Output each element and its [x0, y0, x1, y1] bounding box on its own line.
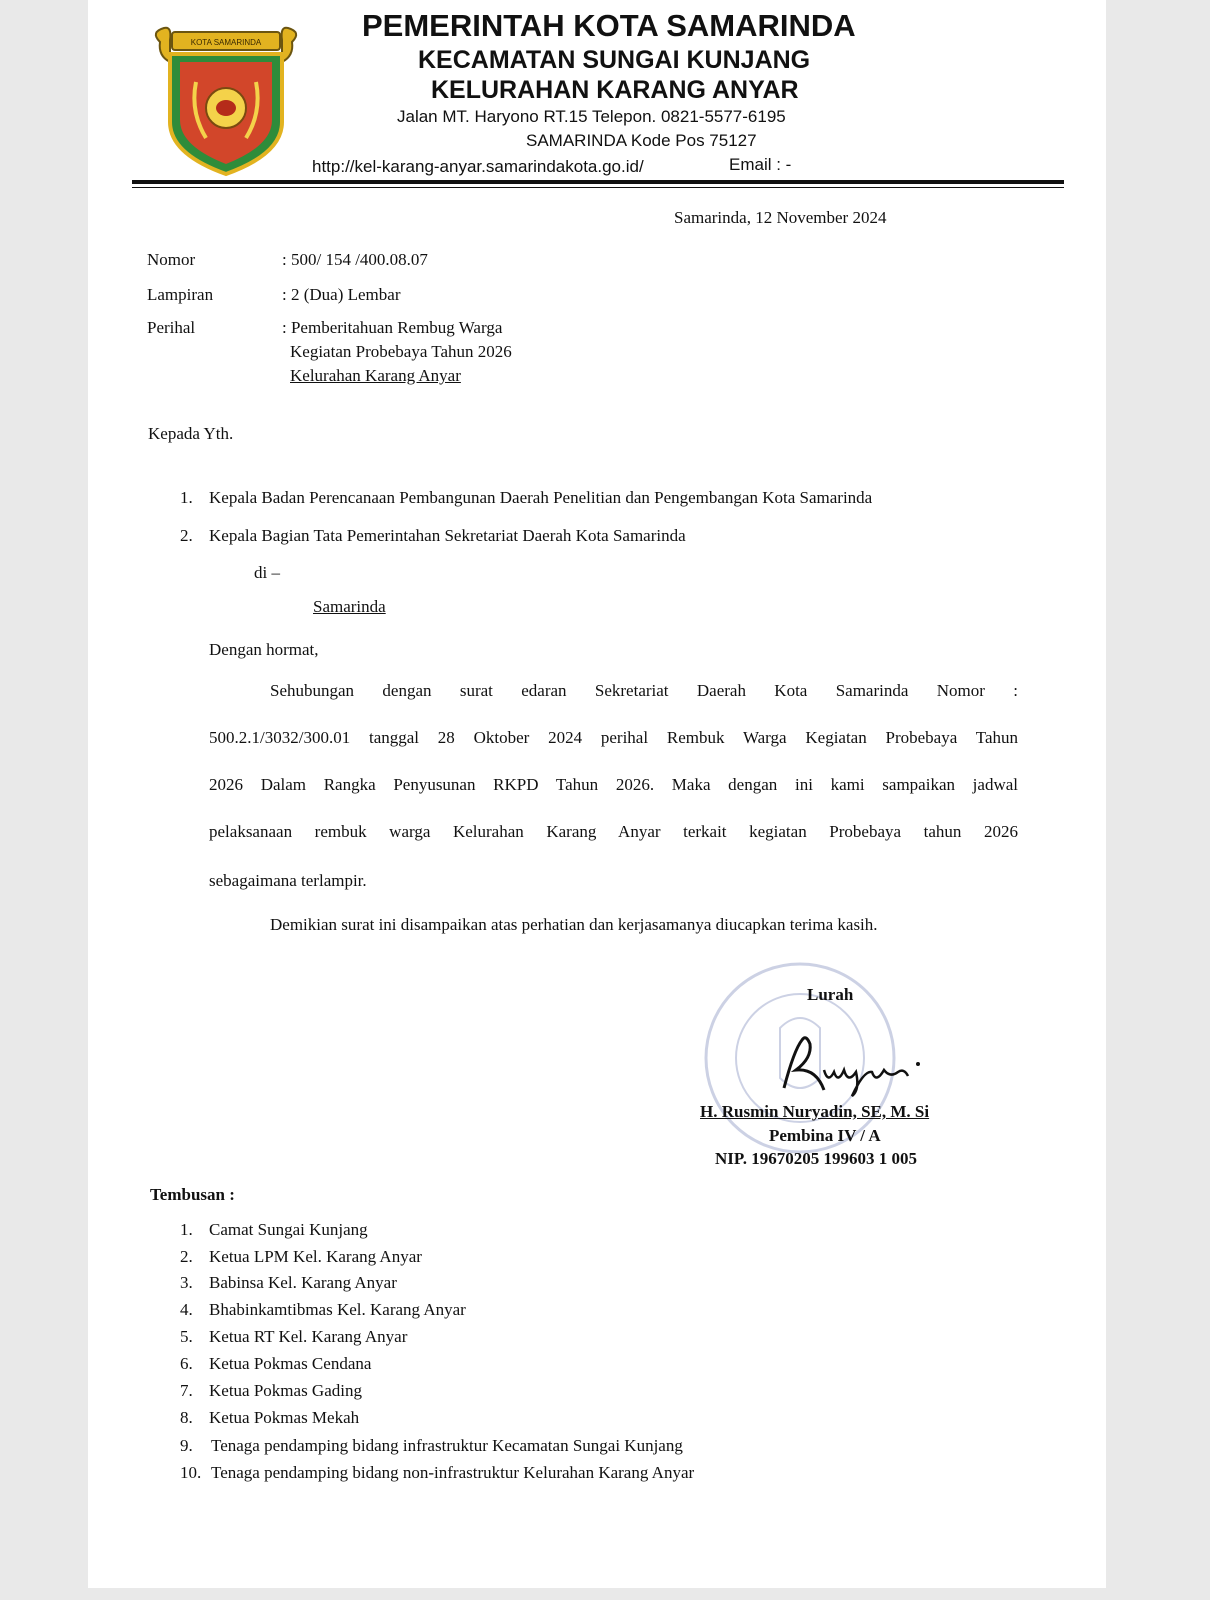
meta-label-lampiran: Lampiran [147, 285, 214, 304]
copy-recipient: Ketua LPM Kel. Karang Anyar [209, 1247, 422, 1266]
recipient-text: Kepala Bagian Tata Pemerintahan Sekretariat Daerah Kota Samarinda [209, 526, 686, 545]
svg-text:KOTA SAMARINDA: KOTA SAMARINDA [190, 38, 262, 47]
letterhead-email: Email : - [729, 155, 792, 174]
copy-number: 8. [180, 1408, 193, 1427]
recipient-number: 1. [180, 488, 193, 507]
meta-label-perihal: Perihal [147, 318, 196, 337]
signatory-name: H. Rusmin Nuryadin, SE, M. Si [700, 1102, 930, 1121]
closing-sentence: Demikian surat ini disampaikan atas perhatian dan kerjasamanya diucapkan terima kasih. [270, 915, 878, 934]
body-line-4: pelaksanaan rembuk warga Kelurahan Karang Anyar terkait kegiatan Probebaya tahun 2026 [209, 822, 1018, 841]
letter-date: Samarinda, 12 November 2024 [674, 208, 887, 227]
letterhead-city-postal: SAMARINDA Kode Pos 75127 [526, 131, 757, 150]
meta-value-nomor: : 500/ 154 /400.08.07 [282, 250, 428, 269]
city-emblem-logo [150, 22, 302, 178]
copy-recipient: Ketua RT Kel. Karang Anyar [209, 1327, 408, 1346]
copy-number: 7. [180, 1381, 193, 1400]
letterhead-address: Jalan MT. Haryono RT.15 Telepon. 0821-5577-6195 [397, 107, 786, 126]
letterhead-rule-thin [132, 187, 1064, 188]
body-line-1: Sehubungan dengan surat edaran Sekretariat Daerah Kota Samarinda Nomor : [270, 681, 1018, 700]
letterhead-village: KELURAHAN KARANG ANYAR [431, 76, 799, 104]
signatory-rank: Pembina IV / A [769, 1126, 881, 1145]
meta-label-nomor: Nomor [147, 250, 196, 269]
meta-value-lampiran: : 2 (Dua) Lembar [282, 285, 401, 304]
letterhead-rule-thick [132, 180, 1064, 184]
copy-number: 10. [180, 1463, 202, 1482]
signatory-nip: NIP. 19670205 199603 1 005 [715, 1149, 917, 1168]
body-line-2: 500.2.1/3032/300.01 tanggal 28 Oktober 2024 perihal Rembuk Warga Kegiatan Probebaya Tahun [209, 728, 1018, 747]
copy-recipient: Babinsa Kel. Karang Anyar [209, 1273, 397, 1292]
perihal-line-3: Kelurahan Karang Anyar [290, 366, 461, 385]
di-marker: di – [254, 563, 280, 582]
meta-value-perihal: : Pemberitahuan Rembug Warga [282, 318, 503, 337]
recipient-text: Kepala Badan Perencanaan Pembangunan Daerah Penelitian dan Pengembangan Kota Samarinda [209, 488, 873, 507]
copy-recipient: Tenaga pendamping bidang infrastruktur Kecamatan Sungai Kunjang [211, 1436, 683, 1455]
handwritten-signature [772, 1030, 940, 1100]
copy-number: 3. [180, 1273, 193, 1292]
copy-number: 9. [180, 1436, 193, 1455]
letterhead-website: http://kel-karang-anyar.samarindakota.go.id/ [312, 157, 644, 176]
salutation: Dengan hormat, [209, 640, 319, 659]
copy-number: 1. [180, 1220, 193, 1239]
perihal-line-2: Kegiatan Probebaya Tahun 2026 [290, 342, 512, 361]
body-line-3: 2026 Dalam Rangka Penyusunan RKPD Tahun 2026. Maka dengan ini kami sampaikan jadwal [209, 775, 1018, 794]
recipient-number: 2. [180, 526, 193, 545]
copy-recipient: Bhabinkamtibmas Kel. Karang Anyar [209, 1300, 466, 1319]
body-line-5: sebagaimana terlampir. [209, 871, 367, 890]
copy-number: 6. [180, 1354, 193, 1373]
copy-recipient: Ketua Pokmas Cendana [209, 1354, 372, 1373]
copy-number: 5. [180, 1327, 193, 1346]
letterhead-district: KECAMATAN SUNGAI KUNJANG [418, 46, 811, 74]
signature-title: Lurah [807, 985, 854, 1004]
copies-heading: Tembusan : [150, 1185, 235, 1204]
copy-recipient: Tenaga pendamping bidang non-infrastruktur Kelurahan Karang Anyar [211, 1463, 695, 1482]
addressee-heading: Kepada Yth. [148, 424, 234, 443]
copy-number: 2. [180, 1247, 193, 1266]
destination-city: Samarinda [313, 597, 386, 616]
copy-recipient: Ketua Pokmas Gading [209, 1381, 362, 1400]
letterhead-government: PEMERINTAH KOTA SAMARINDA [362, 8, 856, 43]
copy-recipient: Camat Sungai Kunjang [209, 1220, 368, 1239]
copy-number: 4. [180, 1300, 193, 1319]
copy-recipient: Ketua Pokmas Mekah [209, 1408, 360, 1427]
